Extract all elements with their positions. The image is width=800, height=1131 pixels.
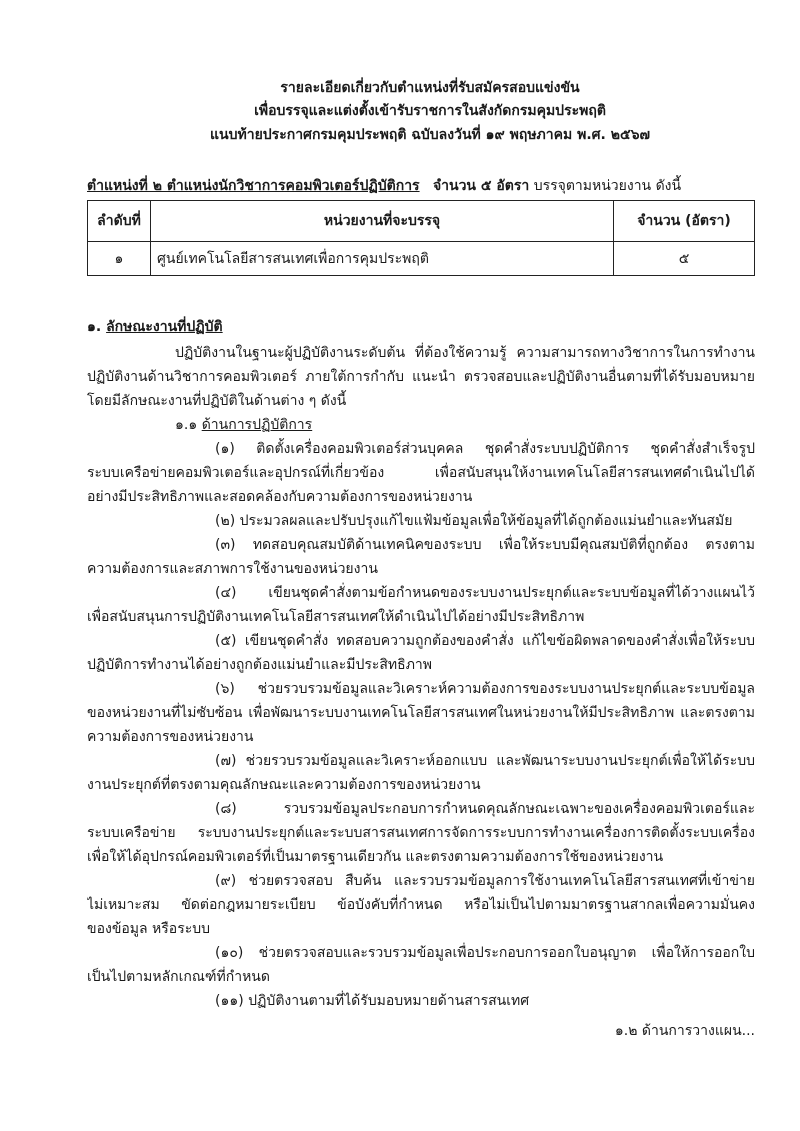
cell-count: ๕ [614, 242, 755, 276]
col-order: ลำดับที่ [88, 201, 151, 242]
title-line-3: แนบท้ายประกาศกรมคุมประพฤติ ฉบับลงวันที่ ๑๙ พฤษภาคม พ.ศ. ๒๕๖๗ [210, 127, 650, 143]
duty-item-line: ไม่เหมาะสม ขัดต่อกฎหมายระเบียบ ข้อบังคับที่กำหนด หรือไม่เป็นไปตามมาตรฐานสากลเพื่อความมั่นคง [87, 897, 755, 913]
cell-order: ๑ [88, 242, 151, 276]
duty-item-line: ปฏิบัติการทำงานได้อย่างถูกต้องแม่นยำและมีประสิทธิภาพ [87, 657, 433, 673]
position-suffix: บรรจุตามหน่วยงาน ดังนี้ [533, 178, 682, 194]
intro-line: โดยมีลักษณะงานที่ปฏิบัติในด้านต่าง ๆ ดังนี้ [87, 393, 347, 409]
duty-item-line: (๔) เขียนชุดคำสั่งตามข้อกำหนดของระบบงานประยุกต์และระบบข้อมูลที่ได้วางแผนไว้ [215, 585, 755, 601]
position-count: จำนวน ๕ อัตรา [432, 178, 530, 194]
duty-item-line: เพื่อสนับสนุนการปฏิบัติงานเทคโนโลยีสารสนเทศให้ดำเนินไปได้อย่างมีประสิทธิภาพ [87, 609, 585, 625]
duty-item-line: ความต้องการของหน่วยงาน [87, 729, 254, 745]
duty-item-line: (๑๑) ปฏิบัติงานตามที่ได้รับมอบหมายด้านสารสนเทศ [215, 993, 530, 1009]
duty-item-line: ระบบเครือข่ายคอมพิวเตอร์และอุปกรณ์ที่เกี่ยวข้อง เพื่อสนับสนุนให้งานเทคโนโลยีสารสนเทศดำเนินไปได้ [87, 465, 755, 481]
cell-unit: ศูนย์เทคโนโลยีสารสนเทศเพื่อการคุมประพฤติ [151, 242, 614, 276]
duty-item-line: (๘) รวบรวมข้อมูลประกอบการกำหนดคุณลักษณะเฉพาะของเครื่องคอมพิวเตอร์และ [215, 801, 755, 817]
intro-line: ปฏิบัติงานด้านวิชาการคอมพิวเตอร์ ภายใต้การกำกับ แนะนำ ตรวจสอบและปฏิบัติงานอื่นตามที่ได้รับมอบหมาย [87, 369, 755, 385]
duty-item-line: (๑๐) ช่วยตรวจสอบและรวบรวมข้อมูลเพื่อประกอบการออกใบอนุญาต เพื่อให้การออกใบ [215, 945, 755, 961]
duty-item-line: (๗) ช่วยรวบรวมข้อมูลและวิเคราะห์ออกแบบ และพัฒนาระบบงานประยุกต์เพื่อให้ได้ระบบ [215, 753, 755, 769]
duty-item-line: (๒) ประมวลผลและปรับปรุงแก้ไขแฟ้มข้อมูลเพื่อให้ข้อมูลที่ได้ถูกต้องแม่นยำและทันสมัย [215, 513, 733, 529]
duty-item-line: เป็นไปตามหลักเกณฑ์ที่กำหนด [87, 969, 270, 985]
section-number: ๑. [87, 319, 102, 335]
position-line [87, 175, 681, 197]
table-header-row [88, 201, 755, 242]
duty-item-line: ความต้องการและสภาพการใช้งานของหน่วยงาน [87, 561, 378, 577]
section-1-heading [87, 316, 223, 338]
intro-line: ปฏิบัติงานในฐานะผู้ปฏิบัติงานระดับต้น ที่ต้องใช้ความรู้ ความสามารถทางวิชาการในการทำงาน [175, 345, 755, 361]
title-line-2: เพื่อบรรจุและแต่งตั้งเข้ารับราชการในสังกัดกรมคุมประพฤติ [254, 103, 606, 119]
duty-item-line: ระบบเครือข่าย ระบบงานประยุกต์และระบบสารสนเทศการจัดการระบบการทำงานเครื่องการติดตั้งระบบเครื่อง [87, 825, 755, 841]
title-line-1: รายละเอียดเกี่ยวกับตำแหน่งที่รับสมัครสอบแข่งขัน [280, 80, 580, 96]
duty-item-line: (๙) ช่วยตรวจสอบ สืบค้น และรวบรวมข้อมูลการใช้งานเทคโนโลยีสารสนเทศที่เข้าข่าย [215, 873, 755, 889]
section-title: ลักษณะงานที่ปฏิบัติ [106, 319, 223, 335]
position-title: ตำแหน่งที่ ๒ ตำแหน่งนักวิชาการคอมพิวเตอร์ปฏิบัติการ [87, 178, 420, 194]
unit-table [87, 200, 755, 276]
duty-item-line: (๖) ช่วยรวบรวมข้อมูลและวิเคราะห์ความต้องการของระบบงานประยุกต์และระบบข้อมูล [215, 681, 755, 697]
col-unit: หน่วยงานที่จะบรรจุ [151, 201, 614, 242]
table-row [88, 242, 755, 276]
duty-item-line: ของหน่วยงานที่ไม่ซับซ้อน เพื่อพัฒนาระบบงานเทคโนโลยีสารสนเทศในหน่วยงานให้มีประสิทธิภาพ และตรงตาม [87, 705, 755, 721]
duty-item-line: (๕) เขียนชุดคำสั่ง ทดสอบความถูกต้องของคำสั่ง แก้ไขข้อผิดพลาดของคำสั่งเพื่อให้ระบบ [215, 633, 755, 649]
continuation-note: ๑.๒ ด้านการวางแผน... [614, 1023, 755, 1039]
duty-item-line: งานประยุกต์ที่ตรงตามคุณลักษณะและความต้องการของหน่วยงาน [87, 777, 481, 793]
duty-item-line: (๓) ทดสอบคุณสมบัติด้านเทคนิคของระบบ เพื่อให้ระบบมีคุณสมบัติที่ถูกต้อง ตรงตาม [215, 537, 755, 553]
subsection-title: ด้านการปฏิบัติการ [201, 417, 313, 433]
subsection-number: ๑.๑ [175, 417, 198, 433]
duty-item-line: อย่างมีประสิทธิภาพและสอดคล้องกับความต้องการของหน่วยงาน [87, 489, 473, 505]
duty-item-line: (๑) ติดตั้งเครื่องคอมพิวเตอร์ส่วนบุคคล ชุดคำสั่งระบบปฏิบัติการ ชุดคำสั่งสำเร็จรูป [215, 441, 755, 457]
duty-item-line: ของข้อมูล หรือระบบ [87, 921, 211, 937]
subsection-1-1-heading [175, 414, 312, 436]
col-count: จำนวน (อัตรา) [614, 201, 755, 242]
duty-item-line: เพื่อให้ได้อุปกรณ์คอมพิวเตอร์ที่เป็นมาตรฐานเดียวกัน และตรงตามความต้องการใช้ของหน่วยงาน [87, 849, 664, 865]
